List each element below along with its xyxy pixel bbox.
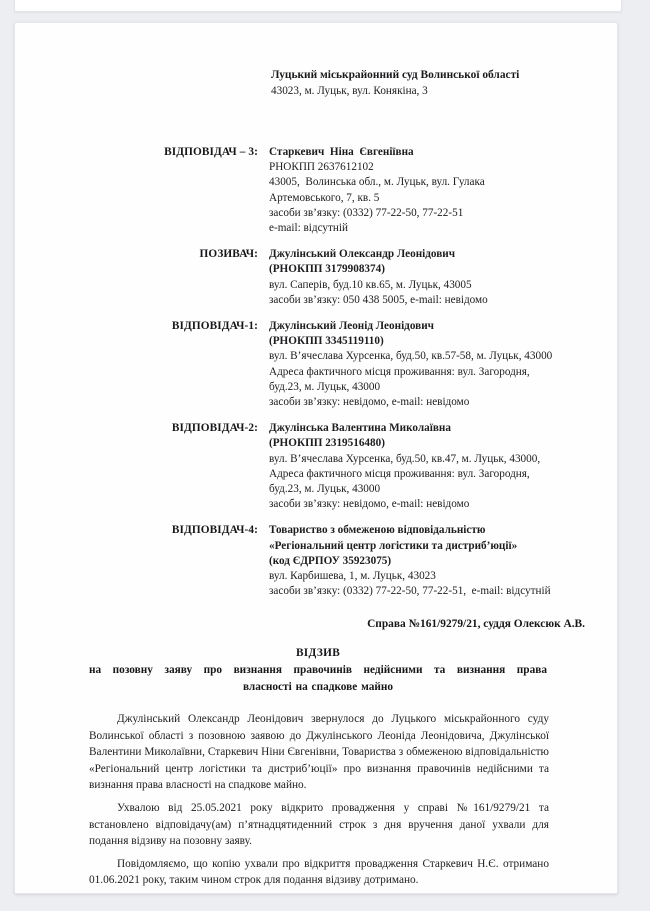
party-entry (15, 421, 618, 512)
body-paragraph: Повідомляємо, що копію ухвали про відкриття провадження Старкевич Н.Є. отримано 01.06.2021 року, таким чином строк для подання відзиву дотримано. (89, 857, 549, 887)
party-detail-line: Джулінський Леонід Леонідович (269, 320, 434, 333)
parties-list (15, 145, 618, 610)
party-detail-line: (РНОКПП 3345119110) (269, 335, 384, 348)
previous-page-edge (14, 0, 622, 12)
party-detail-line: засоби зв’язку: (0332) 77-22-50, 77-22-51 (269, 206, 464, 219)
party-details (269, 421, 618, 512)
party-detail-line: вул. В’ячеслава Хурсенка, буд.50, кв.47, м. Луцьк, 43000, (269, 452, 541, 465)
party-details (269, 523, 618, 599)
party-detail-line: Джулінський Олександр Леонідович (269, 248, 456, 261)
court-header (271, 67, 601, 99)
party-detail-line: засоби зв’язку: (0332) 77-22-50, 77-22-51, e-mail: відсутній (269, 585, 551, 598)
party-detail-line: засоби зв’язку: 050 438 5005, e-mail: невідомо (269, 293, 488, 306)
party-entry (15, 523, 618, 599)
party-detail-line: Джулінська Валентина Миколаївна (269, 422, 451, 435)
party-detail-line: Адреса фактичного місця проживання: вул. Загородня, (269, 467, 530, 480)
party-detail-line: (РНОКПП 3179908374) (269, 263, 385, 276)
party-detail-line: буд.23, м. Луцьк, 43000 (269, 380, 381, 393)
party-detail-line: «Регіональний центр логістики та дистриб’юції» (269, 539, 518, 552)
party-detail-line: e-mail: відсутній (269, 222, 348, 235)
document-subtitle (89, 662, 547, 695)
document-title: ВІДЗИВ (295, 647, 341, 659)
party-detail-line: вул. В’ячеслава Хурсенка, буд.50, кв.57-58, м. Луцьк, 43000 (269, 350, 553, 363)
document-subtitle-line-1: на позовну заяву про визнання правочинів недійсними та визнання права (89, 664, 547, 676)
party-detail-line: буд.23, м. Луцьк, 43000 (269, 483, 381, 496)
party-detail-line: РНОКПП 2637612102 (269, 161, 374, 174)
party-detail-line: Артемовського, 7, кв. 5 (269, 191, 380, 204)
party-detail-line: Товариство з обмеженою відповідальністю (269, 524, 486, 537)
party-entry (15, 145, 618, 236)
party-role-label: ПОЗИВАЧ: (199, 248, 258, 261)
document-title-block (89, 645, 547, 695)
court-name: Луцький міськрайонний суд Волинської області (271, 69, 520, 81)
party-details (269, 145, 618, 236)
party-role-label: ВІДПОВІДАЧ-1: (171, 320, 258, 333)
document-body (89, 711, 549, 889)
party-entry (15, 247, 618, 308)
party-role-label: ВІДПОВІДАЧ-4: (171, 524, 258, 537)
party-detail-line: (РНОКПП 2319516480) (269, 437, 385, 450)
party-detail-line: Адреса фактичного місця проживання: вул. Загородня, (269, 365, 530, 378)
party-detail-line: вул. Карбишева, 1, м. Луцьк, 43023 (269, 570, 436, 583)
party-detail-line: засоби зв’язку: невідомо, e-mail: невідомо (269, 498, 470, 511)
body-paragraph: Джулінський Олександр Леонідович звернулося до Луцького міськрайонного суду Волинської області з позовною заявою до Джулінського Леоніда Леонідовича, Джулінської Валентини Миколаївни, Старкевич Ніни Євгенівни, Товариства з обмеженою відповідальністю «Регіональний центр логістики та дистриб’юції» про визнання правочинів недійсними та визнання права власності на спадкове майно. (89, 713, 549, 792)
party-detail-line: 43005, Волинська обл., м. Луцьк, вул. Гулака (269, 176, 485, 189)
party-details (269, 319, 618, 410)
party-detail-line: засоби зв’язку: невідомо, e-mail: невідомо (269, 396, 470, 409)
party-entry (15, 319, 618, 410)
party-role-label: ВІДПОВІДАЧ-2: (171, 422, 258, 435)
court-address: 43023, м. Луцьк, вул. Конякіна, 3 (271, 85, 428, 97)
party-detail-line: вул. Саперів, буд.10 кв.65, м. Луцьк, 43005 (269, 278, 472, 291)
party-details (269, 247, 618, 308)
body-paragraph: Ухвалою від 25.05.2021 року відкрито провадження у справі №161/9279/21 та встановлено відповідачу(ам) п’ятнадцятиденний строк з дня вручення даної ухвали для подання відзиву на позовну заяву. (89, 801, 549, 848)
party-role-label: ВІДПОВІДАЧ – 3: (164, 146, 258, 158)
case-number-line: Справа №161/9279/21, суддя Олексюк А.В. (367, 618, 585, 630)
party-detail-line: (код ЄДРПОУ 35923075) (269, 554, 392, 567)
document-page (14, 22, 618, 894)
document-subtitle-line-2: власності на спадкове майно (242, 680, 394, 693)
party-detail-line: Старкевич Ніна Євгеніївна (269, 146, 414, 158)
